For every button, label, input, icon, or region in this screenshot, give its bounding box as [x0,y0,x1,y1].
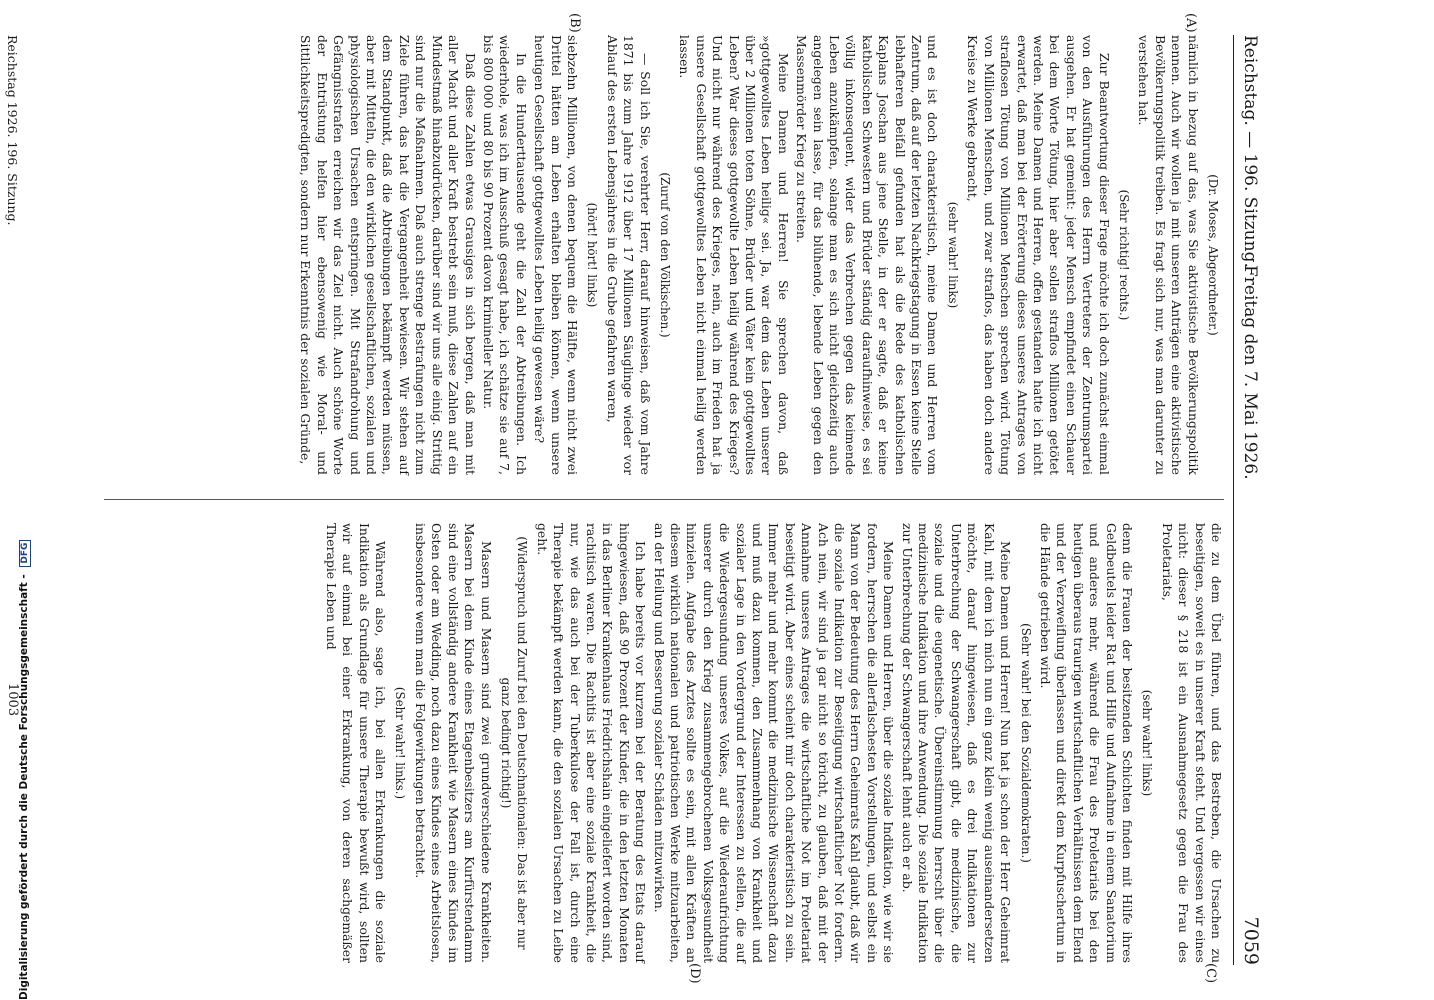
credit-text: Digitalisierung gefördert durch die Deutsche Forschungsgemeinschaft - [18,574,30,1000]
paragraph: Ich habe bereits vor kurzem bei der Beratung des Etats darauf hingewiesen, daß 90 Prozent der Kinder, die in den letzten Monaten in das Berliner Krankenhaus Friedrichshain eingeliefert worden sind, rachitisch waren. Die Rachitis ist aber eine soziale Krankheit, die nur, wie das auch bei der Tuberkulose der Fall ist, durch eine Therapie bekämpft werden kann, die den sozialen Ursachen zu Leibe geht. [534,523,649,963]
dfg-logo: DFG [19,540,31,567]
paragraph: denn die Frauen der besitzenden Schichten finden mit Hilfe ihres Geldbeutels leider Rat und Hilfe und Aufnahme in einem Sanatorium und anderes mehr, während die Frau des Proletariats bei den heutigen überaus traurigen wirtschaftlichen Verhältnissen dem Elend und der Verzweiflung überlassen und direkt dem Kurpfuschertum in die Hände getrieben wird. [1037,523,1135,963]
document-page [0,5,1282,995]
interjection: (Zuruf von den Völkischen.) [658,172,672,338]
paragraph: In die Hunderttausende geht die Zahl der Abtreibungen. Ich wiederhole, was ich im Ausschuß gesagt habe, ich schätze sie auf 7, bis 800 000 und 80 bis 90 Prozent davon krimineller Natur. [480,35,529,475]
digitization-credit [18,540,31,1000]
interjection: (hört! hört! links) [585,202,600,308]
speaker-label: (Dr. Moses, Abgeordneter.) [1206,174,1220,336]
column-divider [104,499,1224,500]
footer-session: Reichstag 1926. 196. Sitzung. [5,35,20,226]
interjection: (Widerspruch und Zuruf bei den Deutschnationalen: Das ist aber nur ganz bedingt richtig!) [498,536,530,950]
paragraph: Meine Damen und Herren, über die soziale Indikation, wie wir sie fordern, herrschen die allerfalschesten Vorstellungen, und selbst ein Mann von der Bedeutung des Herrn Geheimrats Kahl glaubt, daß wir die soziale Indikation zur Beseitigung wirtschaftlicher Not fordern. Ach nein, wir sind ja gar nicht so töricht, zu glauben, daß mit der Annahme unseres Antrages die wirtschaftliche Not im Proletariat beseitigt wird. Aber eines scheint mir doch charakteristisch zu sein. Immer mehr und mehr kommt die medizinische Wissenschaft dazu und muß dazu kommen, den Zusammenhang von Krankheit und sozialer Lage in den Vordergrund der Interessen zu stellen, die auf die Wiedergesundung unseres Volkes, auf die Wiederaufrichtung unserer durch den Krieg zusammengebrochenen Volksgesundheit hinzielen. Aufgabe des Arztes sollte es sein, mit allen Kräften an diesem wirklich nationalen und patriotischen Werke mitzuarbeiten, an der Heilung und Besserung sozialer Schäden mitzuwirken. [651,523,897,963]
margin-marker-c: (C) [1203,963,1218,984]
paragraph: Masern und Masern sind zwei grundverschiedene Krankheiten. Masern bei dem Kinde eines Etagenbesitzers am Kurfürstendamm sind eine vollständig andere Krankheit wie Masern eines Kindes im Osten oder am Wedding, noch dazu eines Kindes eines Arbeitslosen, insbesondere wenn man die Folgewirkungen betrachtet. [412,523,494,963]
left-column [295,35,1224,475]
page-number: 7059 [1240,916,1262,965]
interjection: (Sehr wahr! bei den Sozialdemokraten.) [1018,623,1033,863]
paragraph: nämlich in bezug auf das, was Sie aktivistische Bevölkerungspolitik nennen. Auch wir wollen ja mit unseren Anträgen eine aktivistische Bevölkerungspolitik treiben. Es fragt sich nur, was man darunter zu verstehen hat. [1136,35,1201,475]
paragraph: die zu dem Übel führen, und das Bestreben, die Ursachen zu beseitigen, soweit es in unserer Kraft steht. Und vergessen wir eines nicht: dieser § 218 ist ein Ausnahmegesetz gegen die Frau des Proletariats, [1159,523,1224,963]
paragraph: und es ist doch charakteristisch, meine Damen und Herren vom Zentrum, daß auf der letzten Nachkriegstagung in Essen keine Stelle lebhafteren Beifall gefunden hat als die Rede des katholischen Kaplans Joschan aus jene Stelle, in der er sagte, daß er keine katholischen Schwestern und Brüder ständig daraufhinweise, es sei völlig inkonsequent, wider das Verbrechen gegen das keimende Leben anzukämpfen, solange man es sich nicht gleichzeitig auch angelegen sein lasse, für das blühende, lebende Leben gegen den Massenmörder Krieg zu streiten. [794,35,941,475]
margin-marker-b: (B) [567,13,582,33]
margin-marker-a: (A) [1183,13,1198,33]
right-column [320,523,1224,963]
interjection: (sehr wahr! links) [1140,689,1155,797]
header-date: Freitag den 7. Mai 1926. [1240,265,1260,480]
paragraph: — Soll ich Sie, verehrter Herr, darauf hinweisen, daß vom Jahre 1871 bis zum Jahre 1912 über 17 Millionen Säuglinge wieder vor Ablauf des ersten Lebensjahres in die Grube gefahren waren, [604,35,653,475]
interjection: (Sehr richtig! rechts.) [1116,189,1131,321]
paragraph: Zur Beantwortung dieser Frage möchte ich doch zunächst einmal von den Ausführungen des Herrn Vertreters der Zentrumspartei ausgehen. Er hat gemeint: jeder Mensch empfindet einen Schauer bei dem Worte Tötung, hier aber sollen straflos Millionen getötet werden. Meine Damen und Herren, offen gestanden hatte ich nicht erwartet, daß man bei der Erörterung dieses unseres Antrages von straflosen Tötung von Millionen Menschen sprechen wird. Tötung von Millionen Menschen, und zwar straflos, das haben doch andere Kreise zu Werke gebracht, [965,35,1112,475]
footer-page-number: 1003 [5,683,20,717]
page-header [1233,35,1264,965]
paragraph: siebzehn Millionen, von denen bequem die Hälfte, wenn nicht zwei Drittel hätten am Leben erhalten bleiben können, wenn unsere heutigen Gesellschaft gottgewolltes Leben heilig gewesen wäre? [532,35,580,475]
paragraph: Während also, sage ich, bei allen Erkrankungen die soziale Indikation als Grundlage für unsere Therapie bewußt wird, sollten wir auf einmal bei einer Erkrankung, von deren sachgemäßer Therapie Leben und [323,523,389,963]
interjection: (sehr wahr! links) [945,201,960,309]
paragraph: Daß diese Zahlen etwas Grausiges in sich bergen, daß man mit aller Macht und aller Kraft bestrebt sein muß, diese Zahlen auf ein Mindestmaß hinabzudrücken, darüber sind wir uns alle einig. Strittig sind nur die Maßnahmen. Daß auch strenge Bestrafungen nicht zum Ziele führen, das hat die Vergangenheit bewiesen. Wir stehen auf dem Standpunkt, daß die Abtreibungen bekämpft werden müssen, aber mit Mitteln, die den wirklichen gesellschaftlichen, sozialen und physiologischen Ursachen entspringen. Mit Strafandrohung und Gefängnisstrafen erreichen wir das Ziel nicht. Auch schöne Worte der Entrüstung helfen hier ebensowenig wie Moral- und Sittlichkeitspredigten, sondern nur Erkenntnis der sozialen Gründe, [298,35,478,475]
interjection: (Sehr wahr! links.) [393,686,408,800]
margin-marker-d: (D) [687,963,702,984]
header-session: Reichstag. — 196. Sitzung. [1240,35,1260,268]
paragraph: Meine Damen und Herren! Nun hat ja schon der Herr Geheimrat Kahl, mit dem ich mich nun ein ganz klein wenig auseinandersetzen möchte, darauf hingewiesen, daß es drei Indikationen zur Unterbrechung der Schwangerschaft gibt, die medizinische, die soziale und die eugenetische. Übereinstimmung herrscht über die medizinische Indikation und ihre Anwendung. Die soziale Indikation zur Unterbrechung der Schwangerschaft lehnt auch er ab. [899,523,1014,963]
paragraph: Meine Damen und Herren! Sie sprechen davon, daß »gottgewolltes Leben heilig« sei. Ja, war dem das Leben unserer über 2 Millionen toten Söhne, Brüder und Väter kein gottgewolltes Leben? War dieses gottgewollte Leben heilig während des Krieges? Und nicht nur während des Krieges, nein, auch im Frieden hat ja unsere Gesellschaft gottgewolltes Leben nicht einmal heilig werden lassen. [677,35,791,475]
